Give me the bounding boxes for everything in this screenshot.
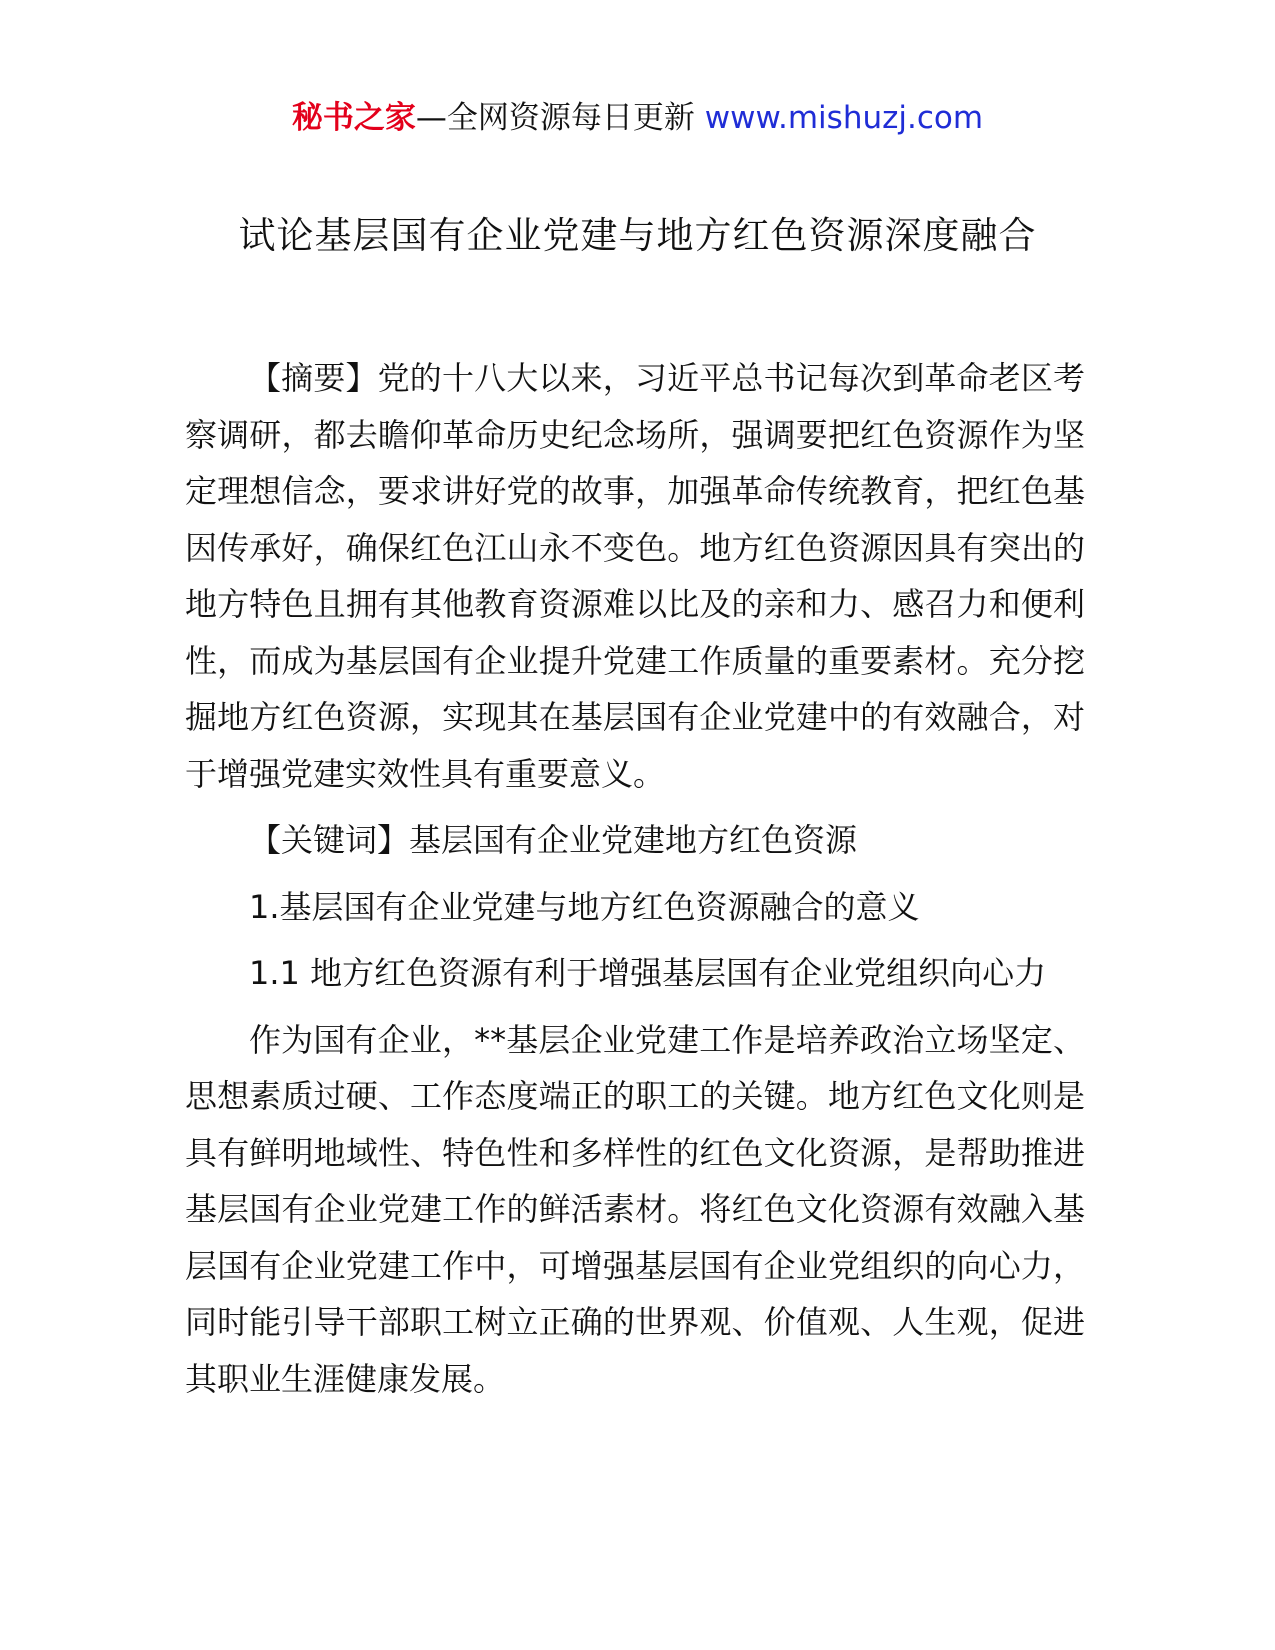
brand-name: 秘书之家 xyxy=(291,100,416,136)
keywords-paragraph: 【关键词】基层国有企业党建地方红色资源 xyxy=(249,821,858,859)
header-tagline: —全网资源每日更新 xyxy=(415,100,705,136)
body-paragraph: 作为国有企业，**基层企业党建工作是培养政治立场坚定、思想素质过硬、工作态度端正的职工的关键。地方红色文化则是具有鲜明地域性、特色性和多样性的红色文化资源，是帮助推进基层国有企业党建工作的鲜活素材。将红色文化资源有效融入基层国有企业党建工作中，可增强基层国有企业党组织的向心力，同时能引导干部职工树立正确的世界观、价值观、人生观，促进其职业生涯健康发展。 xyxy=(185,1020,1085,1398)
section-heading-1: 1.基层国有企业党建与地方红色资源融合的意义 xyxy=(249,887,920,926)
document-title: 试论基层国有企业党建与地方红色资源深度融合 xyxy=(238,214,1037,257)
section-heading-1-1: 1.1 地方红色资源有利于增强基层国有企业党组织向心力 xyxy=(249,954,1047,992)
site-header xyxy=(0,96,1275,140)
site-url-link[interactable]: www.mishuzj.com xyxy=(704,100,984,136)
document-body xyxy=(185,350,1085,1417)
abstract-paragraph: 【摘要】党的十八大以来，习近平总书记每次到革命老区考察调研，都去瞻仰革命历史纪念场所，强调要把红色资源作为坚定理想信念，要求讲好党的故事，加强革命传统教育，把红色基因传承好，确保红色江山永不变色。地方红色资源因具有突出的地方特色且拥有其他教育资源难以比及的亲和力、感召力和便利性，而成为基层国有企业提升党建工作质量的重要素材。充分挖掘地方红色资源，实现其在基层国有企业党建中的有效融合，对于增强党建实效性具有重要意义。 xyxy=(185,359,1085,793)
